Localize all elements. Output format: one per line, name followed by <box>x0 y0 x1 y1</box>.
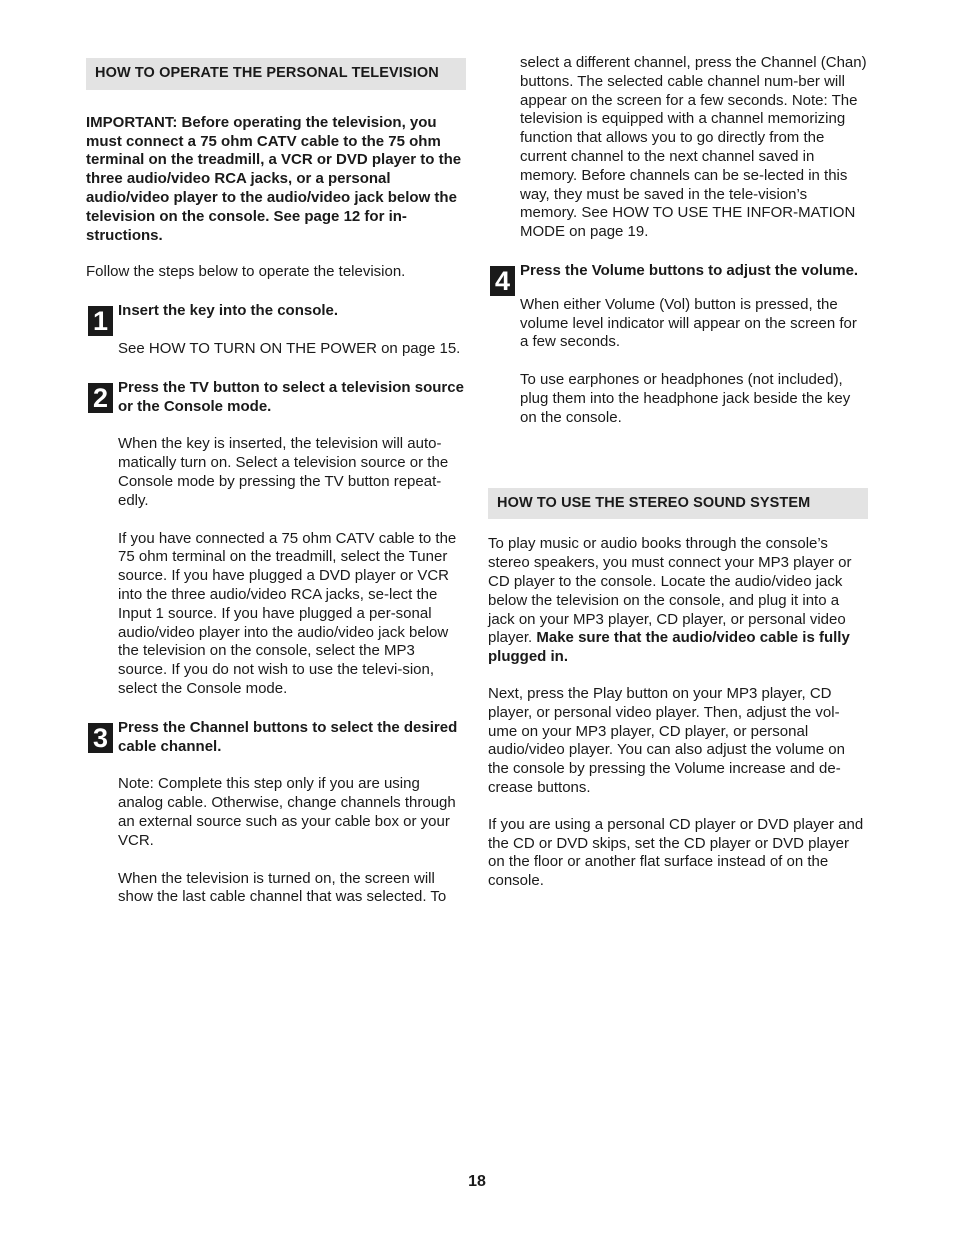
stereo-paragraph-3: If you are using a personal CD player or DVD player and the CD or DVD skips, set the CD player or DVD player on the floor or another flat surface instead of on the console. <box>488 815 864 890</box>
step-body <box>118 775 466 907</box>
important-notice: IMPORTANT: Before operating the television, you must connect a 75 ohm CATV cable to the 75 ohm terminal on the treadmill, a VCR or DVD player to the three audio/video RCA jacks, or a personal audio/video player to the audio/video jack below the television on the console. See page 12 for in-structions. <box>86 113 462 244</box>
section-heading-television: HOW TO OPERATE THE PERSONAL TELEVISION <box>86 58 466 90</box>
stereo-paragraph-1-emphasis: Make sure that the audio/video cable is fully plugged in. <box>488 629 850 666</box>
step-title: Insert the key into the console. <box>118 302 339 320</box>
continued-paragraph: select a different channel, press the Channel (Chan) buttons. The selected cable channel num-ber will appear on the screen for a few seconds. Note: The television is equipped with a channel memorizing function that allows you to go directly from the current channel to the next channel saved in memory. Before channels can be se-lected in this way, they must be saved in the tele-vision’s memory. See HOW TO USE THE INFOR-MATION MODE on page 19. <box>520 54 867 241</box>
step-body <box>520 296 868 428</box>
step-paragraph: See HOW TO TURN ON THE POWER on page 15. <box>118 339 461 357</box>
page-number: 18 <box>468 1173 486 1190</box>
left-column <box>86 58 466 907</box>
step-number-badge: 3 <box>88 723 113 753</box>
section-heading-stereo: HOW TO USE THE STEREO SOUND SYSTEM <box>488 488 868 520</box>
step-4 <box>488 262 868 428</box>
step-body <box>118 435 466 698</box>
step-1 <box>86 302 466 359</box>
step-number-badge: 4 <box>490 266 515 296</box>
step-paragraph: When the television is turned on, the screen will show the last cable channel that was selected. To <box>118 869 447 906</box>
step-2 <box>86 379 466 699</box>
step-3-continued <box>488 54 868 242</box>
step-number-badge: 1 <box>88 306 113 336</box>
stereo-paragraph-1-text: To play music or audio books through the console’s stereo speakers, you must connect your MP3 player or CD player to the console. Locate the audio/video jack below the television on the console, and plug it into a jack on your MP3 player, CD player, or personal video player. <box>488 535 852 647</box>
step-title: Press the Volume buttons to adjust the volume. <box>520 261 859 279</box>
stereo-paragraph-1 <box>488 535 868 667</box>
step-paragraph: When the key is inserted, the television will auto-matically turn on. Select a television source or the Console mode by pressing the TV button repeat-edly. <box>118 435 449 509</box>
step-paragraph: If you have connected a 75 ohm CATV cable to the 75 ohm terminal on the treadmill, select the Tuner source. If you have plugged a DVD player or VCR into the three audio/video RCA jacks, se-lect the Input 1 source. If you have plugged a per-sonal audio/video player into the audio/video jack below the television on the console, select the MP3 source. If you do not wish to use the televi-sion, select the Console mode. <box>118 529 457 697</box>
step-body <box>118 340 466 359</box>
stereo-paragraph-2: Next, press the Play button on your MP3 player, CD player, or personal video player. Then, adjust the vol-ume on your MP3 player, CD player, or personal audio/video player. You can also adjust the volume on the console by pressing the Volume increase and de-crease buttons. <box>488 684 845 796</box>
step-title: Press the Channel buttons to select the desired cable channel. <box>118 718 458 755</box>
step-paragraph: To use earphones or headphones (not included), plug them into the headphone jack beside the key on the console. <box>520 371 851 426</box>
step-paragraph: When either Volume (Vol) button is pressed, the volume level indicator will appear on the screen for a few seconds. <box>520 295 857 351</box>
step-paragraph: Note: Complete this step only if you are using analog cable. Otherwise, change channels through an external source such as your cable box or your VCR. <box>118 775 456 849</box>
step-3 <box>86 719 466 907</box>
step-title: Press the TV button to select a television source or the Console mode. <box>118 378 464 415</box>
step-number-badge: 2 <box>88 383 113 413</box>
right-column <box>488 54 868 891</box>
intro-text: Follow the steps below to operate the television. <box>86 263 406 281</box>
